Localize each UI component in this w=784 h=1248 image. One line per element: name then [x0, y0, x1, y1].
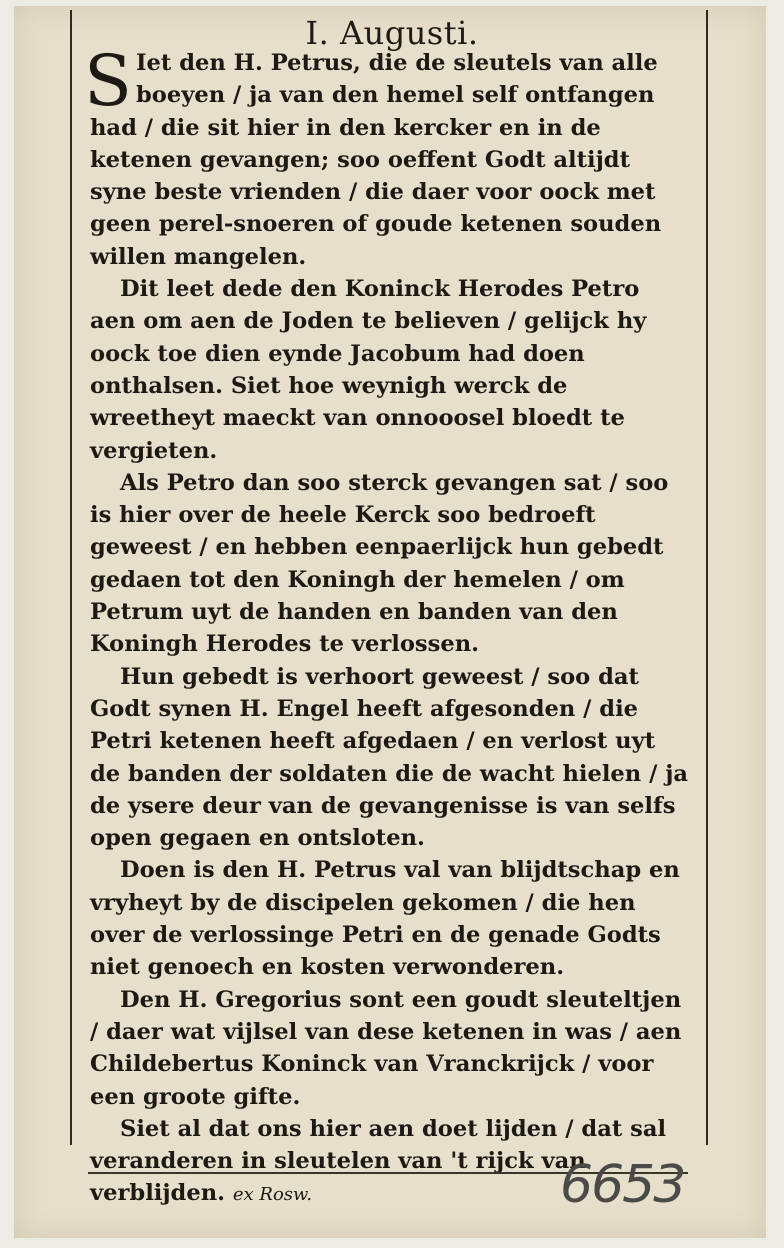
paragraph-3: Als Petro dan soo sterck gevangen sat / soo is hier over de heele Kerck soo bedroeft geweest / en hebben eenpaerlijck hun gebedt gedaen tot den Koningh der hemelen / om Petrum uyt de handen en banden van den Koningh Herodes te verlossen.	[90, 469, 669, 658]
paragraph-1-text: Iet den H. Petrus, die de sleutels van alle boeyen / ja van den hemel self ontfangen had / die sit hier in den kercker en in de ketenen gevangen; soo oeffent Godt altijdt syne beste vrienden / die daer voor oock met geen perel-snoeren of goude ketenen souden willen mangelen.	[90, 50, 662, 270]
paragraph-2: Dit leet dede den Koninck Herodes Petro aen om aen de Joden te believen / gelijck hy oock toe dien eynde Jacobum had doen onthalsen. Siet hoe weynigh werck de wreetheyt maeckt van onnooosel bloedt te vergieten.	[90, 276, 647, 464]
page-title: I. Augusti.	[305, 14, 479, 52]
drop-cap: S	[84, 40, 132, 122]
body-text	[84, 40, 690, 1212]
handwritten-number: 6653	[560, 1155, 685, 1215]
paragraph-6: Den H. Gregorius sont een goudt sleuteltjen / daer wat vijlsel van dese ketenen in was / aen Childebertus Koninck van Vranckrijck / voor een groote gifte.	[90, 986, 682, 1110]
paragraph-7-text: Siet al dat ons hier aen doet lijden / dat sal veranderen in sleutelen van 't rijck van verblijden.	[90, 1115, 667, 1207]
paragraph-4: Hun gebedt is verhoort geweest / soo dat Godt synen H. Engel heeft afgesonden / die Petri ketenen heeft afgedaen / en verlost uyt de banden der soldaten die de wacht hielen / ja de ysere deur van de gevangenisse is van selfs open gegaen en ontsloten.	[90, 663, 689, 852]
paragraph-1	[84, 40, 690, 273]
source-reference: ex Rosw.	[232, 1184, 313, 1206]
paragraph-5: Doen is den H. Petrus val van blijdtschap en vryheyt by de discipelen gekomen / die hen over de verlossinge Petri en de genade Godts niet genoech en kosten verwonderen.	[90, 857, 680, 981]
